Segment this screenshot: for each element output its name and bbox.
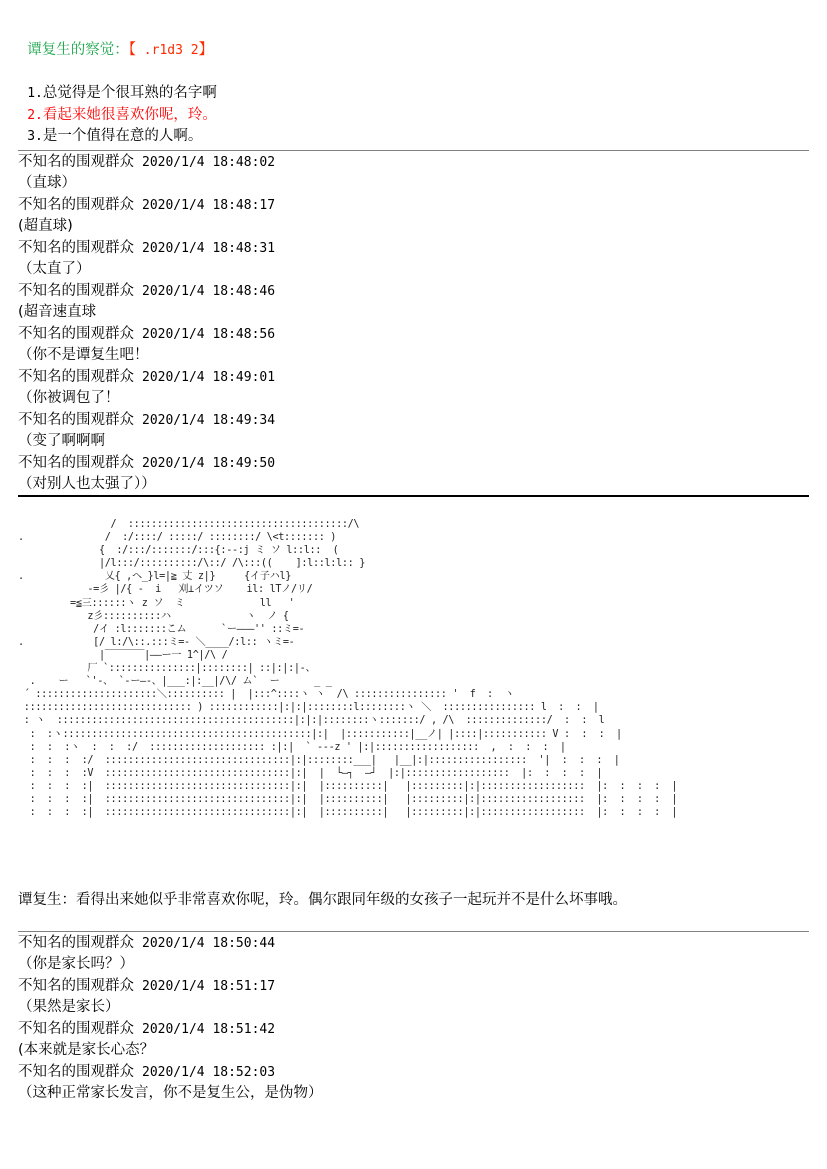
header-bracket-close: 】: [198, 42, 214, 58]
ascii-art-illustration: / ::::::::::::::::::::::::::::::::::::::/\ . / :/::::/ :::::/ ::::::::/ \<t::::::: ) { :/:::/:::::::/:::{:--:j ミ ソ l::l:: ( |/l:::/::::::::::/\::/ /\:::(( ]:l::l:l:: } . 乂{ ,ヘ_}l=|≧ 丈 z|} {イ子ハl} -=彡 |/{ - i 刈⊥イツソ il: lTノ/リ/ =≦三::::::ヽ z ソ ミ ll ' z彡::::::::::ハ ヽ ノ { /イ :l:::::::こム `ー―――'' ::ミ=- . [/ l:/\::.:::ミ=- ＼____/:l:: ヽミ=- |￣￣￣￣|――ー一 1^|/\ / 厂 `:::::::::::::::|::::::::| ::|:|:|-、 . ー `'-、 `-ー―-、|___:|:__|/\/ ム` ー _ _ ´ :::::::::::::::::::::＼:::::::::: | |:::^::::ヽ ヽ /\ :::::::::::::::: ' f : ヽ ::::::::::::::::::::::::::::: ) ::::::::::::|:|:|::::::::l::::::::ヽ ＼ :::::::::::::::: l : : | : ヽ :::::::::::::::::::::::::::::::::::::::::|:|:|::::::::ヽ:::::::/ , /\ ::::::::::::::/ : : l : :ヽ:::::::::::::::::::::::::::::::::::::::::::|:| |:::::::::::|__ノ| |::::|::::::::::: V : : : | : : :ヽ : : :/ :::::::::::::::::::: :|:| ` ---z ' |:|:::::::::::::::::: , : : : | : : : :/ ::::::::::::::::::::::::::::::::|:|::::::::___| |__|:|::::::::::::::::: '| : : : | : : : :V ::::::::::::::::::::::::::::::::|:| | └―┐ ―┘ |:|:::::::::::::::::: |: : : : | : : : :| ::::::::::::::::::::::::::::::::|:| |::::::::::| |:::::::::|:|:::::::::::::::::: |: : : : | : : : :| ::::::::::::::::::::::::::::::::|:| |::::::::::| |:::::::::|:|:::::::::::::::::: |: : : : | : : : :| ::::::::::::::::::::::::::::::::|:| |::::::::::| |:::::::::|:|:::::::::::::::::: |: : : : |: [18, 519, 678, 819]
comment-text: (超直球): [18, 218, 73, 234]
comment-user: 不知名的围观群众: [18, 978, 134, 994]
divider: [18, 150, 809, 151]
comment-user: 不知名的围观群众: [18, 1021, 134, 1037]
option-text: 总觉得是个很耳熟的名字啊: [42, 85, 217, 101]
option-number: 2.: [27, 108, 43, 123]
comment-user: 不知名的围观群众: [18, 283, 134, 299]
comment-header: [18, 411, 275, 430]
comment-text: （这种正常家长发言，你不是复生公，是伪物）: [18, 1085, 323, 1101]
comment-timestamp: 2020/1/4 18:48:17: [142, 198, 276, 213]
comment-timestamp: 2020/1/4 18:48:31: [142, 241, 276, 256]
comment-header: [18, 282, 275, 301]
comment-user: 不知名的围观群众: [18, 369, 134, 385]
comment-timestamp: 2020/1/4 18:50:44: [142, 936, 276, 951]
comment-timestamp: 2020/1/4 18:49:01: [142, 370, 276, 385]
comment-timestamp: 2020/1/4 18:52:03: [142, 1065, 276, 1080]
comment-header: [18, 153, 275, 172]
comment-user: 不知名的围观群众: [18, 197, 134, 213]
comment-text: （对别人也太强了））: [18, 476, 156, 492]
comment-text: （太直了）: [18, 261, 91, 277]
comment-header: [18, 239, 275, 258]
comment-header: [18, 934, 275, 953]
comment-user: 不知名的围观群众: [18, 326, 134, 342]
page-header: [18, 23, 213, 60]
option-number: 1.: [27, 86, 43, 101]
divider: [18, 931, 809, 932]
option-text: 是一个值得在意的人啊。: [42, 128, 203, 144]
comment-text: （你不是谭复生吧！: [18, 347, 149, 363]
comment-timestamp: 2020/1/4 18:51:17: [142, 979, 276, 994]
comment-timestamp: 2020/1/4 18:48:02: [142, 155, 276, 170]
option-3: [18, 109, 202, 146]
header-title: 谭复生的察觉：: [27, 42, 129, 58]
comment-header: [18, 368, 275, 387]
option-number: 3.: [27, 129, 43, 144]
comment-timestamp: 2020/1/4 18:48:56: [142, 327, 276, 342]
comment-timestamp: 2020/1/4 18:49:50: [142, 456, 276, 471]
comment-header: [18, 325, 275, 344]
comment-text: （直球）: [18, 175, 76, 191]
narration-text: 谭复生：看得出来她似乎非常喜欢你呢，玲。偶尔跟同年级的女孩子一起玩并不是什么坏事哦。: [18, 892, 627, 908]
divider: [18, 495, 809, 497]
comment-timestamp: 2020/1/4 18:49:34: [142, 413, 276, 428]
comment-user: 不知名的围观群众: [18, 935, 134, 951]
comment-user: 不知名的围观群众: [18, 412, 134, 428]
comment-user: 不知名的围观群众: [18, 154, 134, 170]
option-text: 看起来她很喜欢你呢，玲。: [42, 107, 217, 123]
comment-header: [18, 1020, 275, 1039]
comment-text: （你被调包了！: [18, 390, 120, 406]
comment-text: （你是家长吗？）: [18, 956, 134, 972]
header-bracket-open: 【: [128, 42, 136, 58]
comment-header: [18, 196, 275, 215]
comment-user: 不知名的围观群众: [18, 240, 134, 256]
comment-header: [18, 977, 275, 996]
comment-text: (超音速直球: [18, 304, 97, 320]
header-code: .r1d3 2: [135, 43, 199, 58]
comment-header: [18, 1063, 275, 1082]
comment-timestamp: 2020/1/4 18:51:42: [142, 1022, 276, 1037]
comment-user: 不知名的围观群众: [18, 455, 134, 471]
comment-text: (本来就是家长心态？: [18, 1042, 155, 1058]
comment-timestamp: 2020/1/4 18:48:46: [142, 284, 276, 299]
comment-user: 不知名的围观群众: [18, 1064, 134, 1080]
comment-header: [18, 454, 275, 473]
comment-text: （果然是家长）: [18, 999, 120, 1015]
comment-text: （变了啊啊啊: [18, 433, 105, 449]
